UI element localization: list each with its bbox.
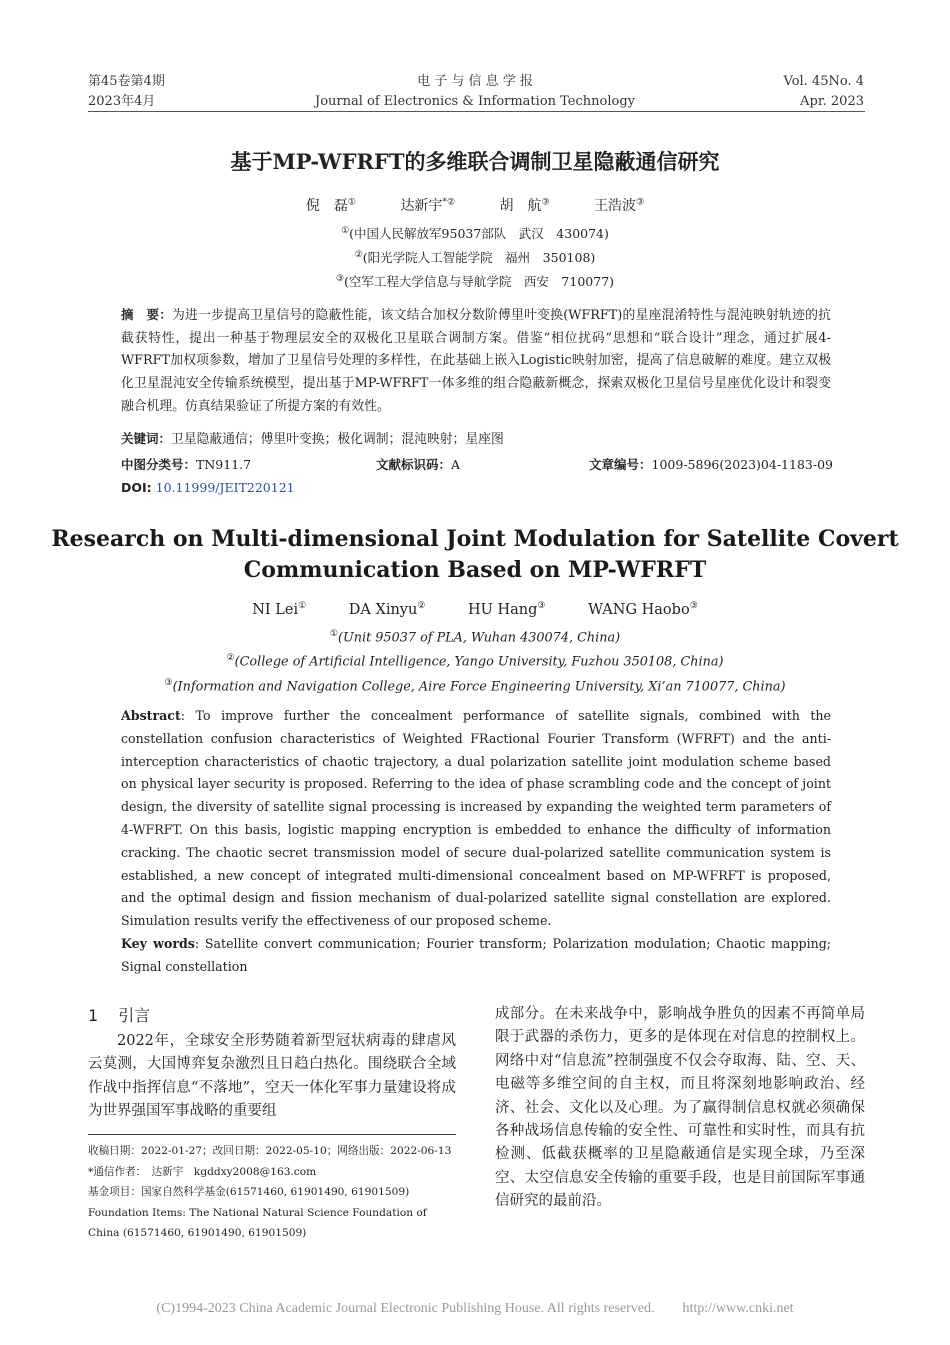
abstract-en-text: : To improve further the concealment performance of satellite signals, combined with the constellation confusion characteristics of Weighted FRactional Fourier Transform (WFRFT) and the anti-interception characteristics of chaotic trajectory, a dual polarization satellite joint modulation scheme based on physical layer security is proposed. Referring to the idea of phase scrambling code and the concept of joint design, the diversity of satellite signal processing is increased by expanding the weighted term parameters of 4-WFRFT. On this basis, logistic mapping encryption is embedded to enhance the difficulty of information cracking. The chaotic secret transmission model of secure dual-polarized satellite communication system is established, a new concept of integrated multi-dimensional concealment based on MP-WFRFT is proposed, and the optimal design and fission mechanism of dual-polarized satellite signal constellation are explored. Simulation results verify the effectiveness of our proposed scheme. [121, 708, 831, 929]
footnote-rule [88, 1134, 456, 1135]
footnote-fund-en: Foundation Items: The National Natural Science Foundation of China (61571460, 61901490, 61901509) [88, 1206, 427, 1240]
keywords-zh-text: 卫星隐蔽通信；傅里叶变换；极化调制；混沌映射；星座图 [171, 432, 504, 447]
abstract-en-label: Abstract [121, 708, 181, 723]
affiliation-zh-1: ①(中国人民解放军95037部队 武汉 430074) [341, 225, 609, 241]
keywords-zh-label: 关键词： [121, 431, 172, 446]
paper-title-zh: 基于MP-WFRFT的多维联合调制卫星隐蔽通信研究 [230, 149, 720, 174]
authors-zh [0, 195, 950, 215]
author-en: NI Lei① [252, 601, 307, 618]
author-zh: 倪 磊① [305, 197, 356, 214]
abstract-zh-text: 为进一步提高卫星信号的隐蔽性能，该文结合加权分数阶傅里叶变换(WFRFT)的星座混淆特性与混沌映射轨迹的抗截获特性，提出一种基于物理层安全的双极化卫星联合调制方案。借鉴“相位扰码”思想和“联合设计”理念，通过扩展4-WFRFT加权项参数，增加了卫星信号处理的多样性，在此基础上嵌入Logistic映射加密，提高了信息破解的难度。建立双极化卫星混沌安全传输系统模型，提出基于MP-WFRFT一体多维的组合隐蔽新概念，探索双极化卫星信号星座优化设计和裂变融合机理。仿真结果验证了所提方案的有效性。 [121, 308, 831, 414]
section-text-left: 2022年，全球安全形势随着新型冠状病毒的肆虐风云莫测，大国博弈复杂激烈且日趋白热化。围绕联合全域作战中指挥信息“不落地”，空天一体化军事力量建设将成为世界强国军事战略的重要组 [88, 1033, 456, 1120]
footnotes [88, 1141, 458, 1244]
author-zh: 胡 航③ [499, 197, 550, 214]
affiliation-en-1: ①(Unit 95037 of PLA, Wuhan 430074, China) [329, 629, 621, 646]
keywords-zh [121, 428, 831, 452]
affiliation-zh-3: ③(空军工程大学信息与导航学院 西安 710077) [335, 273, 615, 289]
footnote-dates: 收稿日期：2022-01-27；改回日期：2022-05-10；网络出版：2022-06-13 [88, 1145, 452, 1157]
section-text-right: 成部分。在未来战争中，影响战争胜负的因素不再简单局限于武器的杀伤力，更多的是体现在对信息的控制权上。网络中对“信息流”控制强度不仅会夺取海、陆、空、天、电磁等多维空间的自主权，而且将深刻地影响政治、经济、社会、文化以及心理。为了赢得制信息权就必须确保各种战场信息传输的安全性、可靠性和实时性，而具有抗检测、低截获概率的卫星隐蔽通信是实现全球，乃至深空、太空信息安全传输的重要手段，也是目前国际军事通信研究的最前沿。 [495, 1006, 865, 1210]
affiliation-en-2: ②(College of Artificial Intelligence, Yango University, Fuzhou 350108, China) [226, 653, 724, 670]
paper-title-en: Research on Multi-dimensional Joint Modulation for Satellite Covert Communication Based on MP-WFRFT [51, 526, 899, 583]
abstract-en [121, 705, 831, 933]
keywords-en-text: : Satellite convert communication; Fourier transform; Polarization modulation; Chaotic mapping; Signal constellation [121, 936, 832, 974]
author-en: DA Xinyu② [348, 601, 426, 618]
header-date-zh: 2023年4月 [88, 94, 156, 109]
document-code: 文献标识码：A [376, 457, 461, 472]
article-number: 文章编号：1009-5896(2023)04-1183-09 [589, 457, 833, 472]
copyright-notice: (C)1994-2023 China Academic Journal Electronic Publishing House. All rights reserved. http://www.cnki.net [156, 1301, 794, 1316]
clc-number: 中图分类号：TN911.7 [121, 457, 252, 472]
affiliation-en-3: ③(Information and Navigation College, Aire Force Engineering University, Xi’an 710077, China) [164, 678, 786, 695]
footnote-fund-zh: 基金项目：国家自然科学基金(61571460, 61901490, 61901509) [88, 1186, 410, 1199]
authors-en [0, 601, 950, 618]
author-zh: 王浩波③ [594, 197, 645, 214]
doi-link[interactable]: 10.11999/JEIT220121 [155, 480, 295, 495]
header-journal-zh: 电 子 与 信 息 学 报 [417, 74, 533, 89]
header-volume-en: Vol. 45No. 4 [783, 74, 864, 89]
header-date-en: Apr. 2023 [800, 94, 864, 109]
header-volume-zh: 第45卷第4期 [88, 74, 165, 89]
keywords-en [121, 933, 831, 979]
keywords-en-label: Key words [121, 936, 195, 951]
footnote-corresponding: *通信作者： 达新宇 kgddxy2008@163.com [88, 1165, 317, 1178]
author-en: WANG Haobo③ [588, 601, 698, 618]
section-heading: 1 引言 [88, 1006, 151, 1025]
author-zh: 达新宇*② [400, 197, 456, 214]
abstract-zh-label: 摘 要： [121, 307, 172, 322]
author-en: HU Hang③ [468, 601, 546, 618]
affiliation-zh-2: ②(阳光学院人工智能学院 福州 350108) [354, 249, 596, 265]
header-rule [88, 111, 865, 112]
abstract-zh [121, 304, 831, 419]
doi: DOI: 10.11999/JEIT220121 [121, 480, 295, 495]
header-journal-en: Journal of Electronics & Information Technology [314, 94, 636, 109]
